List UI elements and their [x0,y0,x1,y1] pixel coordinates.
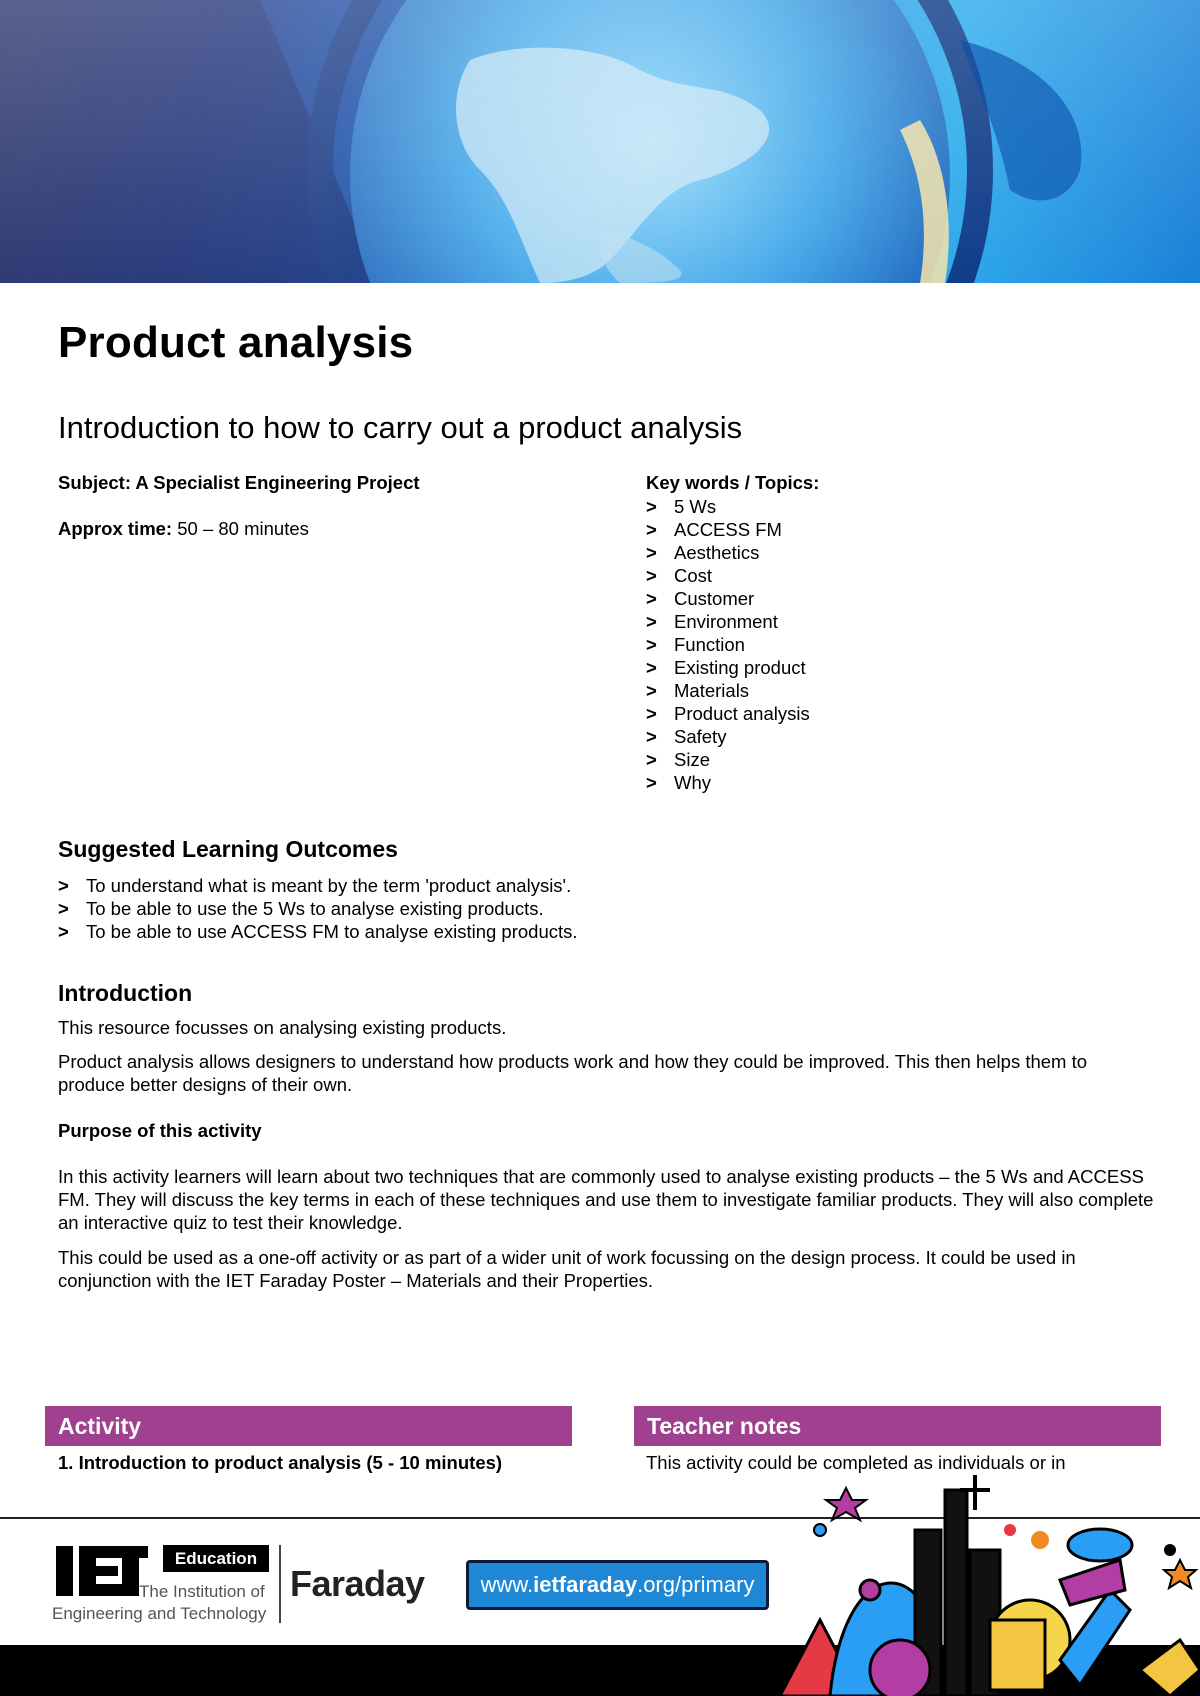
arrow-bullet-icon: > [646,611,657,632]
intro-paragraph-1: This resource focusses on analysing existing products. [58,1017,507,1038]
outcome-item: > To be able to use the 5 Ws to analyse existing products. [58,898,544,919]
arrow-bullet-icon: > [646,772,657,793]
arrow-bullet-icon: > [646,588,657,609]
activity-header: Activity [45,1406,572,1446]
introduction-heading: Introduction [58,980,193,1006]
purpose-paragraph-2: This could be used as a one-off activity or as part of a wider unit of work focussing on the design process. It could be used in conjunction with the IET Faraday Poster – Materials and their Properties. [58,1247,1076,1291]
keywords-title: Key words / Topics: [646,472,820,493]
keyword-item: > Aesthetics [646,542,760,563]
arrow-bullet-icon: > [646,726,657,747]
keyword-item: > Product analysis [646,703,810,724]
keyword-item: > Customer [646,588,755,609]
outcome-item: > To be able to use ACCESS FM to analyse existing products. [58,921,578,942]
page-subtitle: Introduction to how to carry out a product analysis [58,410,743,445]
arrow-bullet-icon: > [646,657,657,678]
arrow-bullet-icon: > [58,921,69,942]
keyword-item: > Safety [646,726,727,747]
keywords-list [646,495,819,794]
arrow-bullet-icon: > [646,749,657,770]
logo-divider [279,1545,281,1623]
approx-time [58,518,309,540]
faraday-brand: Faraday [290,1563,425,1604]
keyword-item: > Environment [646,611,778,632]
keywords-section [646,472,819,794]
arrow-bullet-icon: > [646,519,657,540]
keyword-item: > Materials [646,680,750,701]
engineering-illustration [780,1470,1200,1696]
arrow-bullet-icon: > [646,634,657,655]
approx-time-value: 50 – 80 minutes [177,518,309,539]
institution-name-line-1: The Institution of [139,1582,265,1601]
learning-outcomes-heading: Suggested Learning Outcomes [58,836,398,862]
arrow-bullet-icon: > [646,496,657,517]
keyword-item: > Existing product [646,657,806,678]
activity-step-1: 1. Introduction to product analysis (5 - 10 minutes) [58,1452,503,1473]
globe-illustration [0,0,1200,283]
keyword-item: > ACCESS FM [646,519,782,540]
page-title: Product analysis [58,318,414,367]
intro-paragraph-2: Product analysis allows designers to understand how products work and how they could be improved. This then helps them to produce better designs of their own. [58,1051,1088,1095]
arrow-bullet-icon: > [646,542,657,563]
teacher-notes-header: Teacher notes [634,1406,1161,1446]
purpose-paragraph-1: In this activity learners will learn about two techniques that are commonly used to analyse existing products – the 5 Ws and ACCESS FM. They will discuss the key terms in each of these techniques and use them to investigate familiar products. They will also complete an interactive quiz to test their knowledge. [58,1166,1154,1233]
outcome-item: > To understand what is meant by the term 'product analysis'. [58,875,572,896]
header-banner-image [0,0,1200,283]
education-badge: Education [163,1545,269,1572]
subject-line: Subject: A Specialist Engineering Project [58,472,420,493]
approx-time-label: Approx time: [58,518,173,539]
arrow-bullet-icon: > [58,898,69,919]
arrow-bullet-icon: > [646,565,657,586]
arrow-bullet-icon: > [646,703,657,724]
learning-outcomes-list [58,874,578,943]
arrow-bullet-icon: > [58,875,69,896]
keyword-item: > Cost [646,565,713,586]
teacher-notes-text: This activity could be completed as individuals or in [646,1452,1066,1473]
purpose-heading: Purpose of this activity [58,1120,262,1141]
website-link-button[interactable]: www.ietfaraday.org/primary [466,1560,769,1610]
keyword-item: > 5 Ws [646,496,717,517]
arrow-bullet-icon: > [646,680,657,701]
keyword-item: > Size [646,749,710,770]
keyword-item: > Function [646,634,745,655]
institution-name-line-2: Engineering and Technology [52,1604,267,1623]
keyword-item: > Why [646,772,711,793]
